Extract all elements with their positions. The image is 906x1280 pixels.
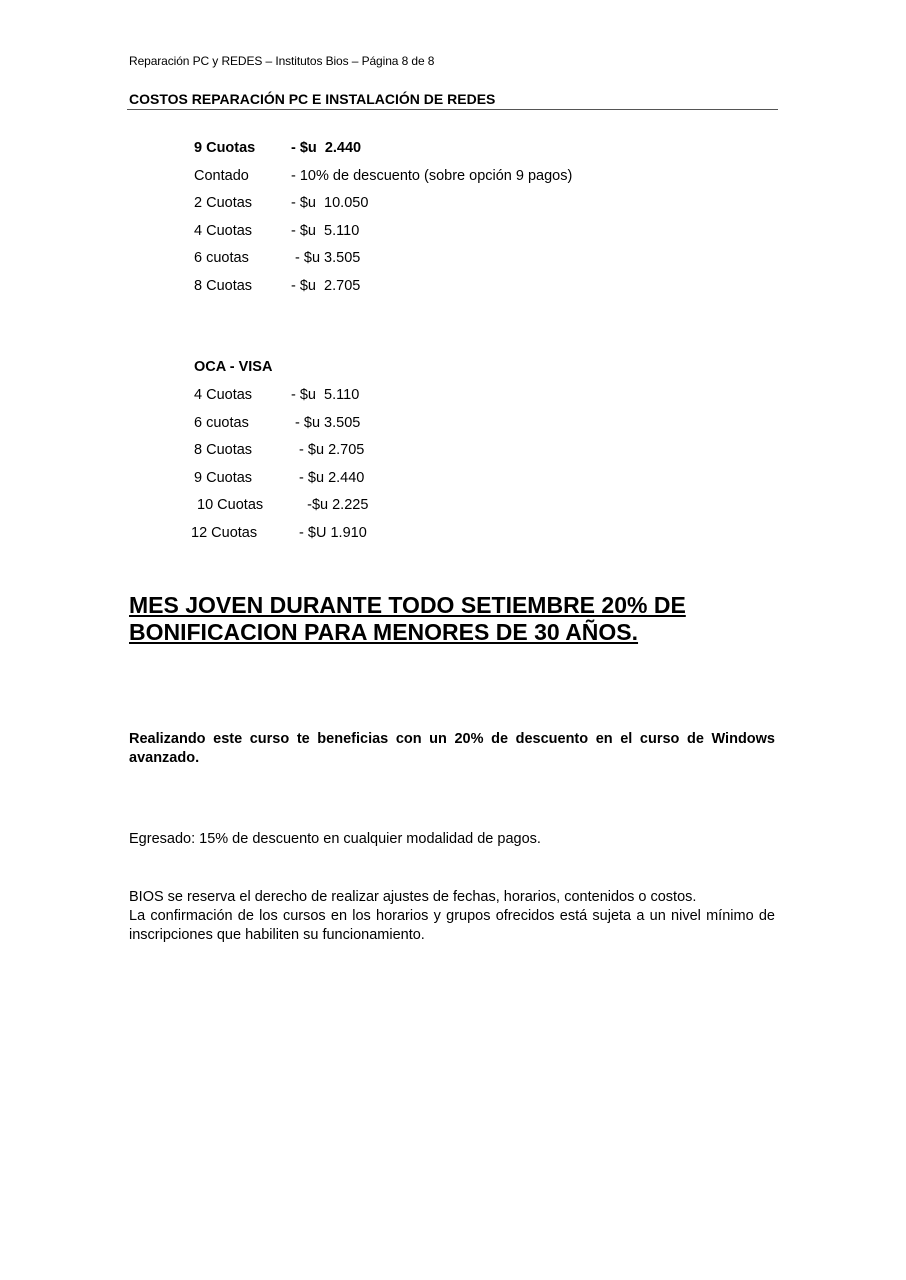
plan-label: 9 Cuotas	[194, 469, 253, 486]
plan-label: 9 Cuotas	[194, 140, 256, 156]
promo-line-1: MES JOVEN DURANTE TODO SETIEMBRE 20% DE	[129, 592, 686, 618]
plan-label: 6 cuotas	[194, 414, 249, 431]
plan-label: 10 Cuotas	[193, 497, 264, 513]
plan-label: 8 Cuotas	[194, 442, 253, 458]
title-divider	[127, 109, 778, 110]
plan-amount: - $u 3.505	[291, 250, 361, 266]
benefit-text: Realizando este curso te beneficias con un 20% de descuento en el curso de Windows avanzado.	[129, 731, 775, 766]
running-header: Reparación PC y REDES – Institutos Bios – Página 8 de 8	[129, 54, 435, 68]
plan-amount: - $u 5.110	[291, 387, 360, 403]
plan-amount: - $U 1.910	[291, 524, 367, 541]
plan-label: 6 cuotas	[194, 250, 249, 266]
plan-amount: - $u 10.050	[291, 195, 369, 211]
plan-label: 12 Cuotas	[191, 524, 258, 541]
plan-amount: - $u 2.440	[291, 469, 365, 486]
section-title: COSTOS REPARACIÓN PC E INSTALACIÓN DE REDES	[129, 91, 496, 107]
promo-banner	[129, 592, 789, 646]
plan-label: 8 Cuotas	[194, 277, 253, 294]
plan-label: 4 Cuotas	[194, 387, 253, 403]
plan-amount: - 10% de descuento (sobre opción 9 pagos)	[291, 167, 573, 184]
disclaimer-line-2: La confirmación de los cursos en los horarios y grupos ofrecidos está sujeta a un nivel mínimo de inscripciones que habiliten su funcionamiento.	[129, 908, 775, 943]
plan-label: 2 Cuotas	[194, 195, 253, 211]
plan-amount: - $u 2.440	[291, 140, 362, 156]
plan-label: 4 Cuotas	[194, 222, 253, 239]
plan-amount: - $u 2.705	[291, 442, 365, 458]
plan-amount: -$u 2.225	[291, 497, 369, 513]
plan-amount: - $u 3.505	[291, 414, 361, 431]
disclaimer	[129, 888, 775, 945]
plan-amount: - $u 2.705	[291, 277, 361, 294]
promo-line-2: BONIFICACION PARA MENORES DE 30 AÑOS.	[129, 619, 639, 645]
disclaimer-line-1: BIOS se reserva el derecho de realizar ajustes de fechas, horarios, contenidos o costos.	[129, 889, 697, 905]
graduate-discount-text: Egresado: 15% de descuento en cualquier modalidad de pagos.	[129, 831, 541, 847]
plan-amount: - $u 5.110	[291, 222, 360, 239]
plan-label: Contado	[194, 167, 249, 184]
oca-visa-heading: OCA - VISA	[194, 359, 273, 375]
